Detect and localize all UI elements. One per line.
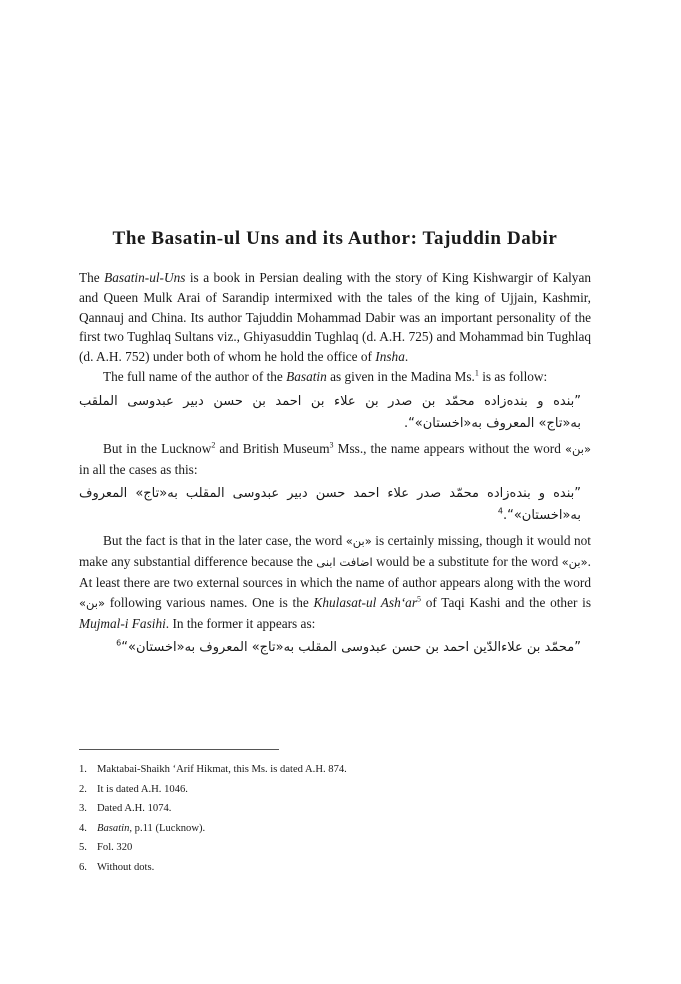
footnote-text: It is dated A.H. 1046. (97, 783, 188, 795)
persian-word: «بن» (564, 441, 592, 456)
text-run: of Taqi Kashi and the other is (421, 594, 591, 610)
quote-line (79, 505, 581, 527)
footnote-ref[interactable]: 3 (329, 440, 334, 450)
text-run: The full name of the author of the (103, 368, 287, 384)
text-run: . In the former it appears as: (165, 615, 316, 631)
text-run: would be a substitute for the word (372, 554, 562, 570)
footnote-number: 4. (79, 822, 87, 834)
persian-word: «بن» (79, 595, 106, 610)
persian-word: «بن» (561, 555, 588, 570)
footnotes (79, 760, 591, 878)
footnote-number: 1. (79, 764, 87, 775)
quote-line: به«تاج» المعروف به«اخستان»“. (403, 415, 581, 431)
book-title: Mujmal-i Fasihi (79, 615, 166, 631)
page-title: The Basatin-ul Uns and its Author: Tajuddin Dabir (112, 228, 558, 249)
text-run: is as follow: (478, 368, 548, 384)
paragraph-4 (79, 531, 591, 633)
footnote-text: Fol. 320 (97, 842, 133, 854)
footnote-divider (79, 749, 279, 750)
text-run: But in the Lucknow (103, 440, 212, 456)
footnote-1 (79, 760, 591, 780)
text-run: But the fact is that in the later case, the word (103, 533, 346, 549)
footnote-text: Maktabai-Shaikh ‘Arif Hikmat, this Ms. is dated A.H. 874. (97, 764, 347, 775)
term-insha: Insha (375, 349, 405, 365)
text-run: Mss., the name appears without the word (333, 440, 565, 456)
quote-line (79, 637, 581, 659)
persian-quote-3 (79, 637, 591, 659)
text-run: is a book in Persian dealing with the story of King Kishwargir of Kalyan and Queen Mulk Arai of Sarandip intermixed with the tales of the king of Ujjain, Kashmir, Qannauj and China. Its author Tajuddin Mohammad Dabir was an important personality of the first two Tughlaq Sultans viz., Ghiyasuddin Tughlaq (d. A.H. 725) and Mohammad bin Tughlaq (d. A.H. 752) under both of whom he hold the office of (79, 270, 592, 365)
footnote-text: Dated A.H. 1074. (97, 803, 172, 815)
text-run: is certainly missing, though it would not make any substantial difference because the (79, 533, 591, 570)
footnote-4 (79, 819, 591, 839)
persian-word: «بن» (345, 534, 372, 549)
book-title: Basatin-ul-Uns (104, 270, 186, 285)
paragraph-2 (79, 367, 591, 387)
text-run: and British Museum (215, 440, 330, 456)
persian-quote-2 (79, 483, 591, 527)
footnote-book-title: Basatin (97, 822, 130, 834)
footnote-number: 5. (79, 842, 87, 854)
footnote-2 (79, 780, 591, 800)
body-text (79, 268, 591, 663)
text-run: The (79, 270, 105, 285)
persian-quote-1 (79, 391, 591, 435)
footnote-ref[interactable]: 1 (474, 368, 479, 378)
footnote-3 (79, 799, 591, 819)
footnote-6 (79, 858, 591, 878)
text-run: . At least there are two external sources in which the name of author appears along with the word (79, 554, 591, 590)
text-run: following various names. One is the (105, 594, 314, 610)
text-run: . (404, 349, 409, 365)
footnote-text: , p.11 (Lucknow). (129, 822, 206, 834)
footnote-number: 2. (79, 783, 87, 795)
text-run: in all the cases as this: (79, 461, 198, 477)
footnote-number: 6. (79, 861, 87, 873)
footnote-text: Without dots. (97, 861, 155, 873)
book-title: Basatin (286, 368, 327, 384)
footnote-ref[interactable]: 2 (211, 440, 216, 450)
quote-text: ”محمّد بن علاءالدّین احمد بن حسن عبدوسی المقلب به«تاج» المعروف به«اخستان»“ (121, 640, 581, 656)
footnote-5 (79, 838, 591, 858)
book-title: Khulasat-ul Ash‘ar (313, 594, 417, 610)
footnote-number: 3. (79, 803, 87, 815)
paragraph-3 (79, 439, 591, 480)
paragraph-1 (79, 268, 591, 367)
quote-text: به«اخستان»“. (502, 508, 581, 524)
footnote-ref[interactable]: 6 (116, 639, 122, 649)
persian-word: اضافت ابنی (316, 555, 373, 570)
footnote-ref[interactable]: 4 (497, 507, 503, 517)
text-run: as given in the Madina Ms. (326, 368, 475, 384)
quote-line: ”بنده و بنده‌زاده محمّد صدر علاء احمد حسن دبیر عبدوسی المقلب به«تاج» المعروف (79, 486, 581, 502)
quote-line: ”بنده و بنده‌زاده محمّد بن صدر بن علاء بن احمد بن حسن دبیر عبدوسی الملقب (79, 393, 581, 409)
footnote-ref[interactable]: 5 (417, 594, 421, 604)
